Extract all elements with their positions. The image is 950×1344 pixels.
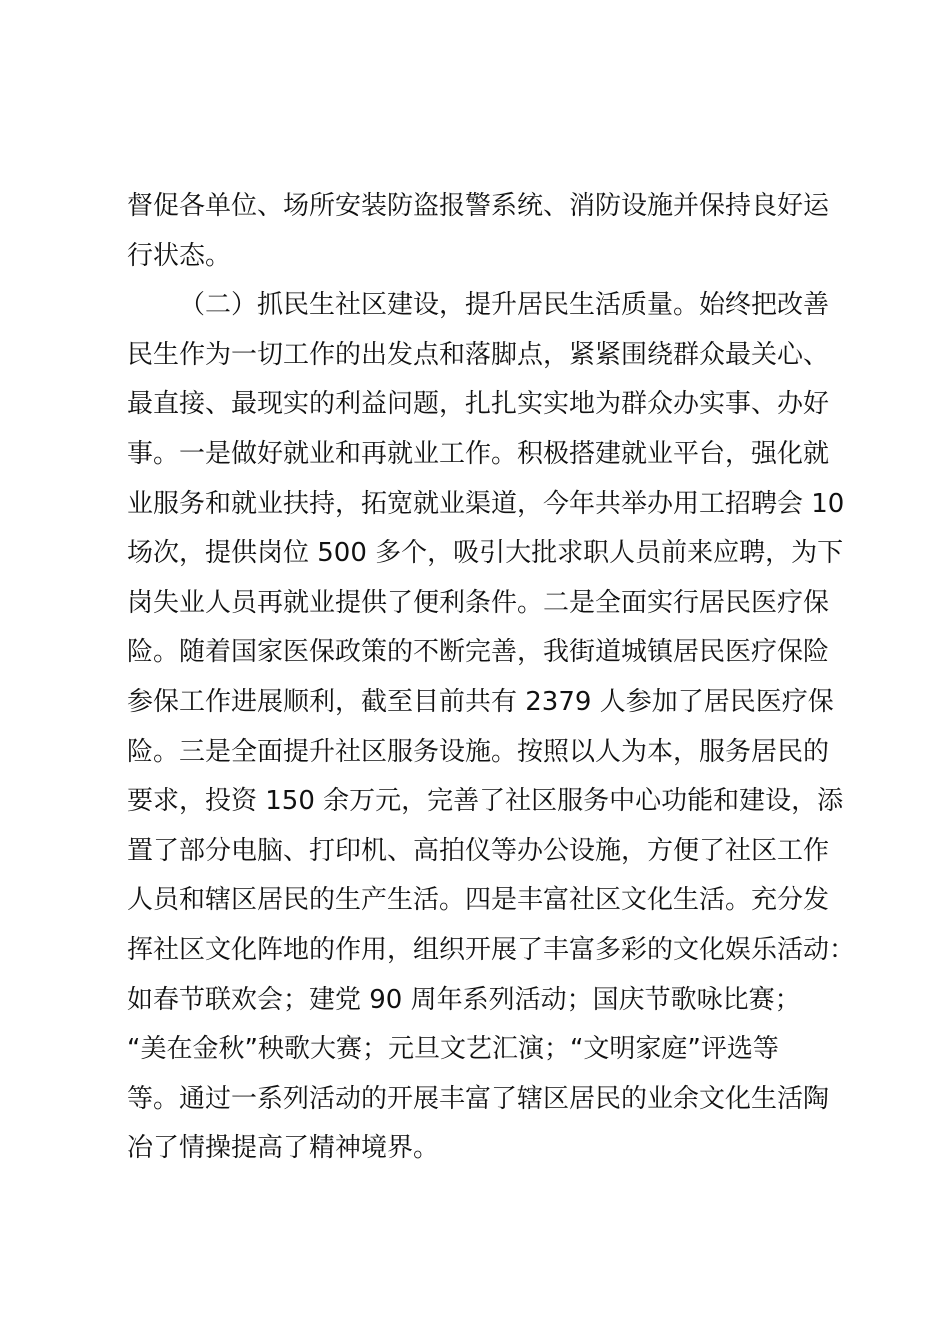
text-line: 要求，投资 150 余万元，完善了社区服务中心功能和建设，添 bbox=[127, 786, 844, 817]
text-line: 置了部分电脑、打印机、高拍仪等办公设施，方便了社区工作 bbox=[127, 835, 830, 866]
text-line: 挥社区文化阵地的作用，组织开展了丰富多彩的文化娱乐活动： bbox=[127, 934, 856, 965]
text-line: 险。随着国家医保政策的不断完善，我街道城镇居民医疗保险 bbox=[127, 637, 830, 668]
text-line: “美在金秋”秧歌大赛；元旦文艺汇演；“文明家庭”评选等 bbox=[127, 1034, 779, 1065]
text-line: 业服务和就业扶持，拓宽就业渠道，今年共举办用工招聘会 10 bbox=[127, 488, 845, 519]
text-line: 岗失业人员再就业提供了便利条件。二是全面实行居民医疗保 bbox=[127, 587, 830, 618]
text-line: 冶了情操提高了精神境界。 bbox=[127, 1133, 440, 1164]
text-line: 如春节联欢会；建党 90 周年系列活动；国庆节歌咏比赛； bbox=[127, 984, 801, 1015]
text-line: 最直接、最现实的利益问题，扎扎实实地为群众办实事、办好 bbox=[127, 389, 830, 420]
body-text bbox=[127, 182, 867, 1174]
text-line: 场次，提供岗位 500 多个，吸引大批求职人员前来应聘，为下 bbox=[127, 538, 844, 569]
text-line: 行状态。 bbox=[127, 240, 232, 271]
paragraph-heading-line: （二）抓民生社区建设，提升居民生活质量。始终把改善 bbox=[179, 290, 830, 321]
text-line: 事。一是做好就业和再就业工作。积极搭建就业平台，强化就 bbox=[127, 438, 830, 469]
text-line: 险。三是全面提升社区服务设施。按照以人为本，服务居民的 bbox=[127, 736, 830, 767]
text-line: 民生作为一切工作的出发点和落脚点，紧紧围绕群众最关心、 bbox=[127, 339, 830, 370]
text-line: 督促各单位、场所安装防盗报警系统、消防设施并保持良好运 bbox=[127, 191, 830, 221]
text-line: 等。通过一系列活动的开展丰富了辖区居民的业余文化生活陶 bbox=[127, 1083, 830, 1114]
text-line: 人员和辖区居民的生产生活。四是丰富社区文化生活。充分发 bbox=[127, 885, 830, 916]
text-line: 参保工作进展顺利，截至目前共有 2379 人参加了居民医疗保 bbox=[127, 686, 834, 717]
